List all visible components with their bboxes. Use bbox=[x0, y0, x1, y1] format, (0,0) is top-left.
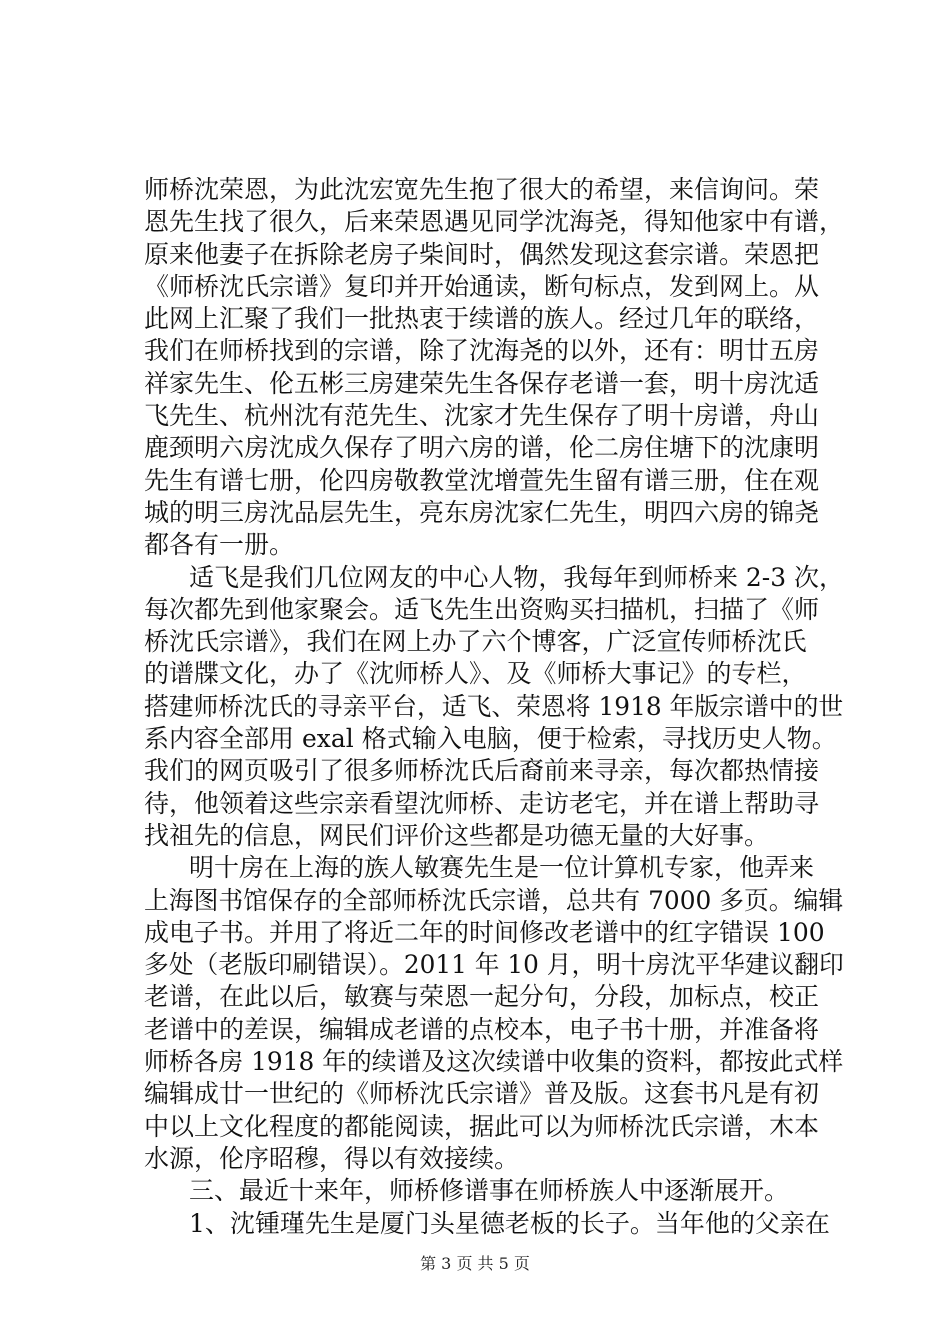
text-line: 《师桥沈氏宗谱》复印并开始通读，断句标点，发到网上。从 bbox=[144, 271, 820, 301]
text-line: 我们的网页吸引了很多师桥沈氏后裔前来寻亲，每次都热情接 bbox=[144, 756, 820, 786]
text-line: 此网上汇聚了我们一批热衷于续谱的族人。经过几年的联络， bbox=[144, 304, 820, 334]
text-line: 老谱中的差误，编辑成老谱的点校本，电子书十册，并准备将 bbox=[144, 1014, 820, 1044]
text-line: 先生有谱七册，伦四房敬教堂沈增萱先生留有谱三册，住在观 bbox=[144, 465, 820, 495]
text-line: 中以上文化程度的都能阅读，据此可以为师桥沈氏宗谱，木本 bbox=[144, 1111, 820, 1141]
text-line: 适飞是我们几位网友的中心人物，我每年到师桥来 2-3 次， bbox=[189, 562, 844, 592]
text-line: 水源，伦序昭穆，得以有效接续。 bbox=[144, 1143, 520, 1173]
text-line: 系内容全部用 exal 格式输入电脑，便于检索，寻找历史人物。 bbox=[144, 724, 837, 754]
page-footer: 第 3 页 共 5 页 bbox=[420, 1254, 530, 1273]
text-line: 师桥各房 1918 年的续谱及这次续谱中收集的资料，都按此式样 bbox=[144, 1047, 844, 1077]
text-line: 每次都先到他家聚会。适飞先生出资购买扫描机，扫描了《师 bbox=[144, 594, 820, 624]
body-text bbox=[144, 174, 844, 1240]
text-line: 都各有一册。 bbox=[144, 530, 295, 560]
text-line: 恩先生找了很久，后来荣恩遇见同学沈海尧，得知他家中有谱， bbox=[144, 207, 845, 237]
text-line: 搭建师桥沈氏的寻亲平台，适飞、荣恩将 1918 年版宗谱中的世 bbox=[144, 691, 844, 721]
text-line: 多处（老版印刷错误）。2011 年 10 月，明十房沈平华建议翻印 bbox=[144, 950, 844, 980]
text-line: 桥沈氏宗谱》，我们在网上办了六个博客，广泛宣传师桥沈氏 bbox=[144, 627, 807, 657]
text-line: 编辑成廿一世纪的《师桥沈氏宗谱》普及版。这套书凡是有初 bbox=[144, 1079, 820, 1109]
text-line: 飞先生、杭州沈有范先生、沈家才先生保存了明十房谱，舟山 bbox=[144, 401, 820, 431]
text-line: 上海图书馆保存的全部师桥沈氏宗谱，总共有 7000 多页。编辑 bbox=[144, 885, 844, 915]
text-line: 祥家先生、伦五彬三房建荣先生各保存老谱一套，明十房沈适 bbox=[144, 368, 820, 398]
text-line: 老谱，在此以后，敏赛与荣恩一起分句，分段，加标点，校正 bbox=[144, 982, 820, 1012]
text-line: 找祖先的信息，网民们评价这些都是功德无量的大好事。 bbox=[144, 820, 770, 850]
text-line: 原来他妻子在拆除老房子柴间时，偶然发现这套宗谱。荣恩把 bbox=[144, 239, 820, 269]
text-line: 鹿颈明六房沈成久保存了明六房的谱，伦二房住塘下的沈康明 bbox=[144, 433, 820, 463]
text-line: 我们在师桥找到的宗谱，除了沈海尧的以外，还有：明廿五房 bbox=[144, 336, 820, 366]
text-line: 明十房在上海的族人敏赛先生是一位计算机专家，他弄来 bbox=[189, 853, 815, 883]
text-line: 1、沈锺瑾先生是厦门头星德老板的长子。当年他的父亲在 bbox=[189, 1208, 830, 1238]
text-line: 城的明三房沈品层先生，亮东房沈家仁先生，明四六房的锦尧 bbox=[144, 497, 820, 527]
text-line: 的谱牒文化，办了《沈师桥人》、及《师桥大事记》的专栏， bbox=[144, 659, 807, 689]
text-line: 三、最近十来年，师桥修谱事在师桥族人中逐渐展开。 bbox=[189, 1176, 790, 1206]
text-line: 待，他领着这些宗亲看望沈师桥、走访老宅，并在谱上帮助寻 bbox=[144, 788, 820, 818]
text-line: 成电子书。并用了将近二年的时间修改老谱中的红字错误 100 bbox=[144, 917, 825, 947]
text-line: 师桥沈荣恩，为此沈宏宽先生抱了很大的希望，来信询问。荣 bbox=[144, 175, 820, 204]
